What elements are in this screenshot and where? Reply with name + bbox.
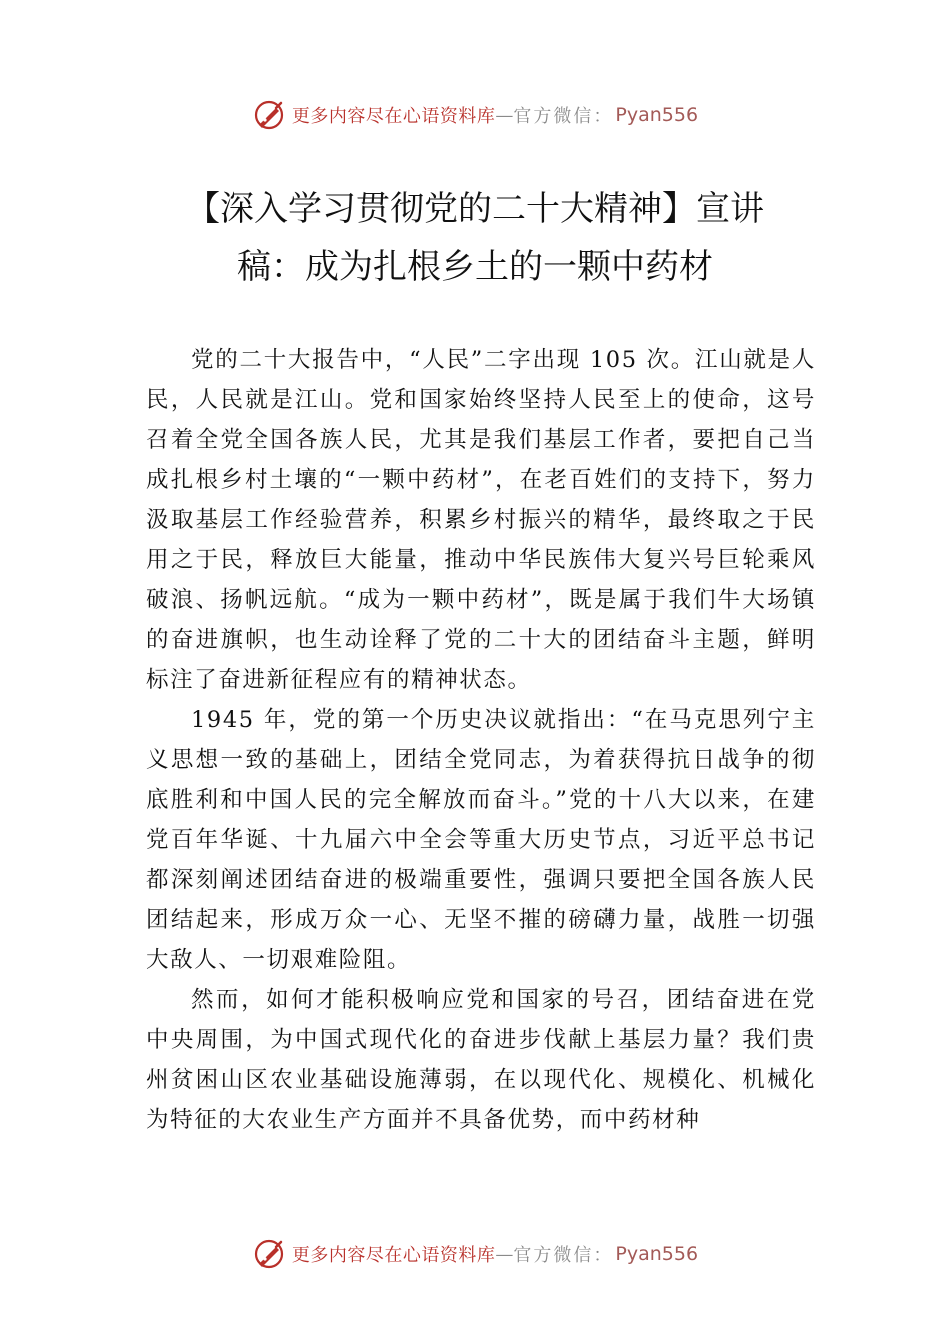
watermark-account-id: Pyan556 bbox=[615, 1243, 699, 1265]
paragraph-2: 1945 年，党的第一个历史决议就指出：“在马克思列宁主义思想一致的基础上，团结全党同志，为着获得抗日战争的彻底胜利和中国人民的完全解放而奋斗。”党的十八大以来，在建党百年华诞、十九届六中全会等重大历史节点，习近平总书记都深刻阐述团结奋进的极端重要性，强调只要把全国各族人民团结起来，形成万众一心、无坚不摧的磅礴力量，战胜一切强大敌人、一切艰难险阻。 bbox=[146, 707, 816, 973]
title-line-1: 【深入学习贯彻党的二十大精神】宣讲 bbox=[186, 189, 764, 229]
header-watermark bbox=[0, 95, 950, 135]
watermark-account-label: 官方微信： bbox=[513, 1245, 614, 1266]
pen-logo-icon bbox=[252, 98, 286, 132]
watermark-main-text: 更多内容尽在心语资料库 bbox=[291, 1245, 496, 1266]
watermark-main-text: 更多内容尽在心语资料库 bbox=[291, 106, 496, 127]
footer-watermark bbox=[0, 1234, 950, 1274]
document-body bbox=[146, 340, 816, 1140]
paragraph-1: 党的二十大报告中，“人民”二字出现 105 次。江山就是人民，人民就是江山。党和国家始终坚持人民至上的使命，这号召着全党全国各族人民，尤其是我们基层工作者，要把自己当成扎根乡村土壤的“一颗中药材”，在老百姓们的支持下，努力汲取基层工作经验营养，积累乡村振兴的精华，最终取之于民用之于民，释放巨大能量，推动中华民族伟大复兴号巨轮乘风破浪、扬帆远航。“成为一颗中药材”，既是属于我们牛大场镇的奋进旗帜，也生动诠释了党的二十大的团结奋斗主题，鲜明标注了奋进新征程应有的精神状态。 bbox=[146, 347, 816, 693]
title-line-2: 稿：成为扎根乡土的一颗中药材 bbox=[237, 247, 713, 287]
watermark-dash: — bbox=[495, 1243, 514, 1265]
watermark-dash: — bbox=[495, 104, 514, 126]
paragraph-3: 然而，如何才能积极响应党和国家的号召，团结奋进在党中央周围，为中国式现代化的奋进步伐献上基层力量？我们贵州贫困山区农业基础设施薄弱，在以现代化、规模化、机械化为特征的大农业生产方面并不具备优势，而中药材种 bbox=[146, 987, 816, 1133]
watermark-account-id: Pyan556 bbox=[615, 104, 699, 126]
watermark-account-label: 官方微信： bbox=[513, 106, 614, 127]
document-title bbox=[100, 180, 850, 296]
pen-logo-icon bbox=[252, 1237, 286, 1271]
